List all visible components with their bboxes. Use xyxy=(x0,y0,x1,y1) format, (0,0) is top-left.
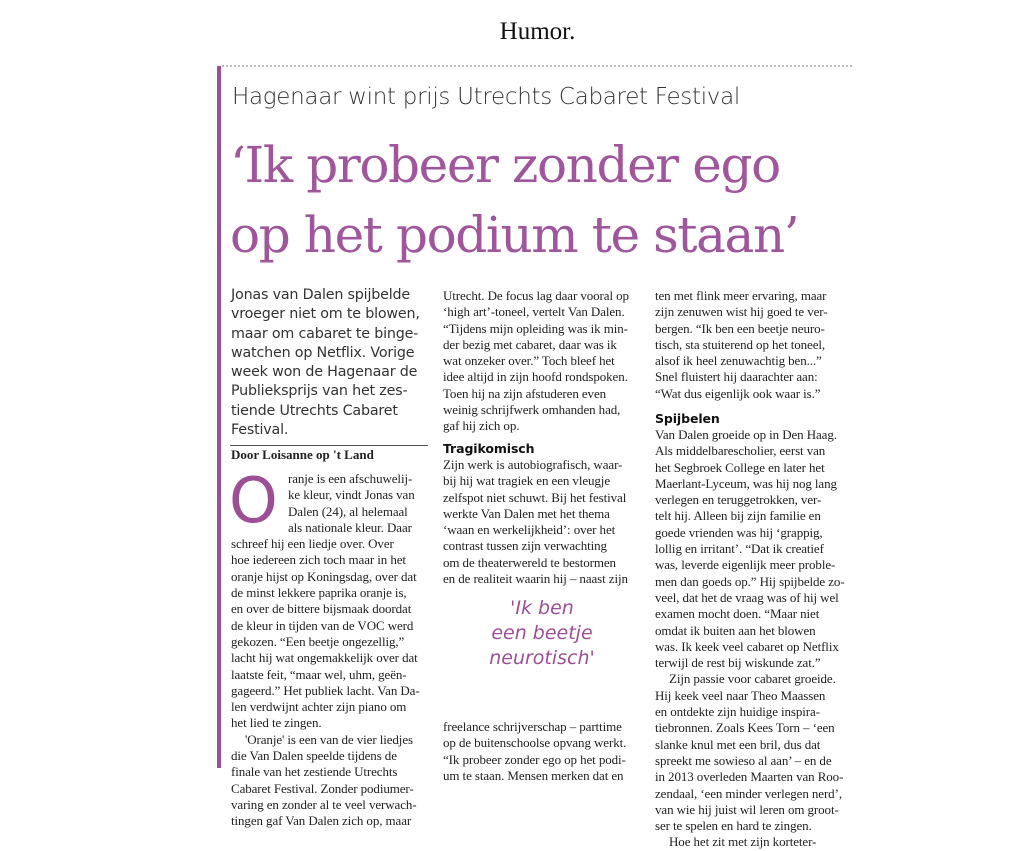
column-1 xyxy=(231,471,431,830)
text-line: ranje is een afschuwelij- xyxy=(288,471,413,486)
section-title: Humor. xyxy=(499,18,576,45)
text-line: was, leverde eigenlijk meer proble- xyxy=(655,557,836,573)
text-line: en over de bittere bijsmaak doordat xyxy=(231,601,412,617)
text-line: len verdwijnt achter zijn piano om xyxy=(231,699,407,715)
text-line: zendaal, ‘een minder verlegen nerd’, xyxy=(655,785,842,801)
text-line: en de realiteit waarin hij – naast zijn xyxy=(443,571,628,587)
text-line: gekozen. “Een beetje ongezellig,” xyxy=(231,633,405,649)
byline-rule xyxy=(230,445,428,446)
text-line: men dan goeds op.” Hij spijbelde zo- xyxy=(655,573,845,589)
text-line: de minst lekkere paprika oranje is, xyxy=(231,585,407,601)
text-line: 'Oranje' is een van de vier liedjes xyxy=(245,731,413,747)
text-line: ke kleur, vindt Jonas van xyxy=(288,487,415,503)
drop-cap: O xyxy=(229,464,278,537)
text-line: Festival. xyxy=(231,422,289,439)
text-line: schreef hij een liedje over. Over xyxy=(231,536,394,552)
text-line: Maerlant-Lyceum, was hij nog lang xyxy=(655,475,837,491)
subheading: Spijbelen xyxy=(655,411,720,426)
text-line: Jonas van Dalen spijbelde xyxy=(231,287,410,303)
text-line: finale van het zestiende Utrechts xyxy=(231,764,398,780)
subheading: Tragikomisch xyxy=(443,441,535,456)
text-line: oranje hijst op Koningsdag, over dat xyxy=(231,568,417,584)
text-line: maar om cabaret te binge- xyxy=(231,325,419,342)
text-line: examen mocht doen. “Maar niet xyxy=(655,606,820,622)
text-line: verlegen en teruggetrokken, ver- xyxy=(655,492,822,508)
text-line: terwijl de rest bij wiskunde zat.” xyxy=(655,655,821,671)
text-line: neurotisch' xyxy=(489,647,595,669)
column-2-top xyxy=(443,288,643,435)
text-line: Hoe het zit met zijn korteter- xyxy=(669,834,817,850)
column-2-bottom xyxy=(443,719,643,784)
kicker: Hagenaar wint prijs Utrechts Cabaret Festival xyxy=(232,84,740,110)
accent-bar xyxy=(217,66,221,768)
headline-line: op het podium te staan’ xyxy=(230,206,799,264)
text-line: slanke knul met een bril, dus dat xyxy=(655,736,821,752)
text-line: Van Dalen groeide op in Den Haag. xyxy=(655,427,837,442)
text-line: om de theaterwereld te bestormen xyxy=(443,554,616,570)
text-line: tingen gaf Van Dalen zich op, maar xyxy=(231,813,412,829)
text-line: “Tijdens mijn opleiding was ik min- xyxy=(443,320,628,336)
text-line: wat onzeker over.” Toch bleef het xyxy=(443,353,615,369)
dotted-divider xyxy=(222,65,852,67)
text-line: ‘high art’-toneel, vertelt Van Dalen. xyxy=(443,304,625,320)
text-line: die Van Dalen speelde tijdens de xyxy=(231,748,397,764)
text-line: “Wat dus eigenlijk ook waar is.” xyxy=(655,385,821,401)
text-line: van wie hij juist wil leren om groot- xyxy=(655,801,839,817)
text-line: Hij keek veel naar Theo Maassen xyxy=(655,687,826,703)
text-line: watchen op Netflix. Vorige xyxy=(231,344,415,361)
pull-quote xyxy=(443,596,641,671)
text-line: lollig en irritant’. “Dat ik creatief xyxy=(655,541,824,557)
text-line: veel, dat het de vraag was of hij wel xyxy=(655,589,839,605)
text-line: Cabaret Festival. Zonder podiumer- xyxy=(231,780,414,796)
text-line: zijn zenuwen wist hij goed te ver- xyxy=(655,304,828,320)
text-line: 'Ik ben xyxy=(510,597,574,619)
byline: Door Loisanne op 't Land xyxy=(231,447,374,462)
column-3-top xyxy=(655,288,855,402)
column-3-bottom xyxy=(655,410,855,851)
text-line: tiende Utrechts Cabaret xyxy=(231,402,398,419)
text-line: Snel fluistert hij daarachter aan: xyxy=(655,369,818,385)
text-line: als nationale kleur. Daar xyxy=(288,519,412,535)
text-line: in 2013 overleden Maarten van Roo- xyxy=(655,769,844,785)
text-line: idee altijd in zijn hoofd rondspoken. xyxy=(443,369,628,385)
intro xyxy=(231,286,431,440)
text-line: freelance schrijverschap – parttime xyxy=(443,719,622,734)
text-line: een beetje xyxy=(491,622,593,644)
headline xyxy=(230,130,798,270)
text-line: gageerd.” Het publiek lacht. Van Da- xyxy=(231,682,420,698)
text-line: vroeger niet om te blowen, xyxy=(231,306,420,323)
text-line: varing en zonder al te veel verwach- xyxy=(231,796,417,812)
text-line: lacht hij wat ongemakkelijk over dat xyxy=(231,650,418,666)
text-line: spreekt me sowieso al aan’ – en de xyxy=(655,752,832,768)
text-line: laatste feit, “maar wel, uhm, geën- xyxy=(231,666,407,682)
text-line: “Ik probeer zonder ego op het podi- xyxy=(443,751,626,767)
text-line: um te staan. Mensen merken dat en xyxy=(443,767,624,783)
text-line: ten met flink meer ervaring, maar xyxy=(655,288,827,303)
text-line: Als middelbarescholier, eerst van xyxy=(655,443,826,459)
text-line: der bezig met cabaret, daar was ik xyxy=(443,336,617,352)
text-line: goede vrienden was hij ‘grappig, xyxy=(655,524,823,540)
text-line: werkte Van Dalen met het thema xyxy=(443,505,610,521)
headline-line: ‘Ik probeer zonder ego xyxy=(230,136,780,194)
text-line: Utrecht. De focus lag daar vooral op xyxy=(443,288,629,303)
text-line: contrast tussen zijn verwachting xyxy=(443,538,607,554)
column-2-mid xyxy=(443,440,643,587)
text-line: het lied te zingen. xyxy=(231,715,322,731)
text-line: bij hij wat tragiek en een vleugje xyxy=(443,473,610,489)
text-line: Dalen (24), al helemaal xyxy=(288,503,408,519)
text-line: telt hij. Alleen bij zijn familie en xyxy=(655,508,821,524)
text-line: was. Ik keek veel cabaret op Netflix xyxy=(655,638,839,654)
text-line: Toen hij na zijn afstuderen even xyxy=(443,385,607,401)
text-line: gaf hij zich op. xyxy=(443,418,520,434)
text-line: weinig schrijfwerk omhanden had, xyxy=(443,402,621,418)
text-line: omdat ik buiten aan het blowen xyxy=(655,622,816,638)
text-line: hoe iedereen zich toch maar in het xyxy=(231,552,406,568)
text-line: Zijn werk is autobiografisch, waar- xyxy=(443,457,623,472)
text-line: Publieksprijs van het zes- xyxy=(231,383,408,400)
text-line: ser te spelen en hard te zingen. xyxy=(655,818,812,834)
text-line: tiebronnen. Zoals Kees Torn – ‘een xyxy=(655,720,835,736)
text-line: de kleur in tijden van de VOC werd xyxy=(231,617,414,633)
text-line: het Segbroek College en later het xyxy=(655,459,825,475)
text-line: alsof ik heel zenuwachtig ben...” xyxy=(655,353,822,369)
text-line: op de buitenschoolse opvang werkt. xyxy=(443,735,627,751)
text-line: en ontdekte zijn huidige inspira- xyxy=(655,704,820,720)
text-line: tisch, sta stuiterend op het toneel, xyxy=(655,336,826,352)
text-line: week won de Hagenaar de xyxy=(231,364,418,381)
text-line: zelfspot niet schuwt. Bij het festival xyxy=(443,489,627,505)
text-line: bergen. “Ik ben een beetje neuro- xyxy=(655,320,825,336)
text-line: Zijn passie voor cabaret groeide. xyxy=(669,671,836,687)
text-line: ‘waan en werkelijkheid’: over het xyxy=(443,522,616,538)
